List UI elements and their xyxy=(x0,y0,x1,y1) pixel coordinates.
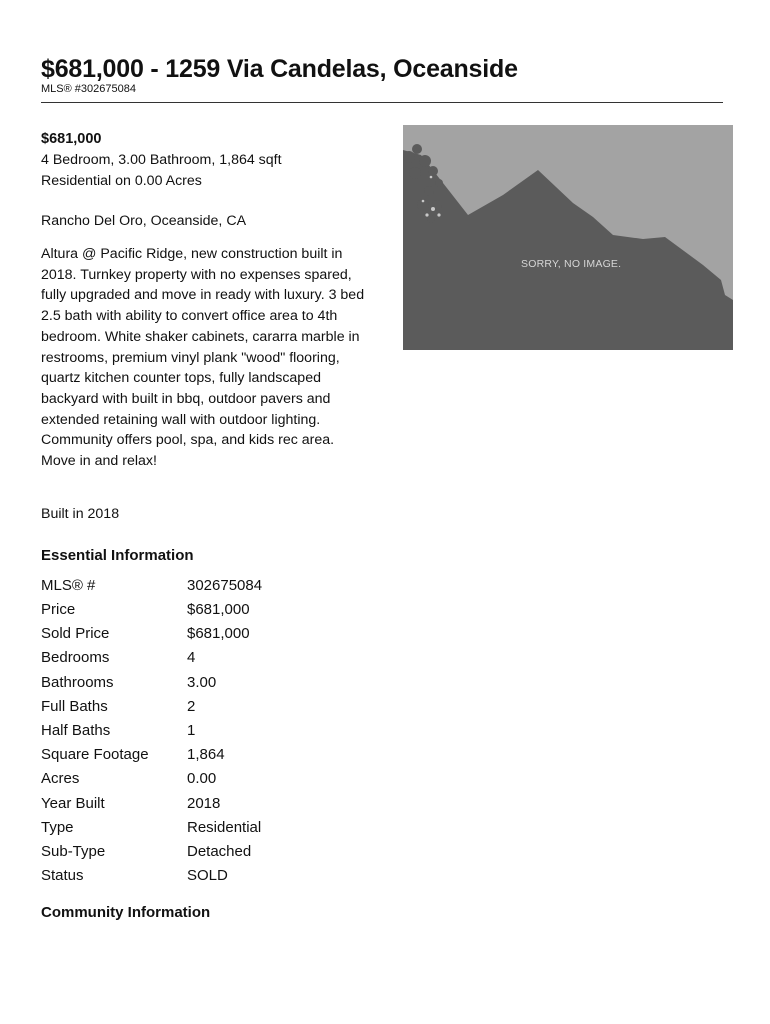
info-label: Type xyxy=(41,818,74,836)
table-row xyxy=(41,840,262,864)
info-value: 0.00 xyxy=(187,770,217,788)
info-label: MLS® # xyxy=(41,576,96,594)
table-row xyxy=(41,719,262,743)
table-row xyxy=(41,695,262,719)
info-value: SOLD xyxy=(187,867,228,885)
info-value: 302675084 xyxy=(187,576,263,594)
info-value: $681,000 xyxy=(187,625,250,643)
info-value: 1,864 xyxy=(187,746,225,764)
info-label: Square Footage xyxy=(41,746,149,764)
no-image-label: SORRY, NO IMAGE. xyxy=(521,258,622,270)
info-label: Status xyxy=(41,867,84,885)
info-value: 3.00 xyxy=(187,673,217,691)
info-value: 1 xyxy=(187,721,196,739)
info-label: Year Built xyxy=(41,794,105,812)
table-row xyxy=(41,622,262,646)
table-row xyxy=(41,767,262,791)
listing-summary xyxy=(41,128,371,923)
table-row xyxy=(41,574,262,598)
info-value: 2 xyxy=(187,697,196,715)
info-label: Full Baths xyxy=(41,697,108,715)
info-label: Bedrooms xyxy=(41,649,110,667)
built-year: Built in 2018 xyxy=(41,505,120,522)
info-label: Price xyxy=(41,600,76,618)
essential-info-heading: Essential Information xyxy=(41,546,194,564)
info-value: $681,000 xyxy=(187,600,250,618)
essential-info-table xyxy=(41,574,262,889)
table-row xyxy=(41,816,262,840)
header-divider xyxy=(41,102,723,103)
mls-subtitle: MLS® #302675084 xyxy=(41,83,136,95)
table-row xyxy=(41,743,262,767)
info-label: Sold Price xyxy=(41,625,110,643)
info-value: 4 xyxy=(187,649,196,667)
beds-baths-sqft: 4 Bedroom, 3.00 Bathroom, 1,864 sqft xyxy=(41,152,282,168)
page-title: $681,000 - 1259 Via Candelas, Oceanside xyxy=(41,55,518,83)
info-value: 2018 xyxy=(187,794,221,812)
house-silhouette-icon xyxy=(403,125,733,350)
table-row xyxy=(41,646,262,670)
info-value: Detached xyxy=(187,842,252,860)
info-label: Half Baths xyxy=(41,721,111,739)
community-info-heading: Community Information xyxy=(41,904,211,922)
info-label: Acres xyxy=(41,770,80,788)
table-row xyxy=(41,792,262,816)
info-value: Residential xyxy=(187,818,262,836)
table-row xyxy=(41,598,262,622)
listing-description: Altura @ Pacific Ridge, new construction built in 2018. Turnkey property with no expenses spared, fully upgraded and move in ready with luxury. 3 bed 2.5 bath with ability to convert office area to 4th bedroom. White shaker cabinets, cararra marble in restrooms, premium vinyl plank "wood" flooring, quartz kitchen counter tops, fully landscaped backyard with built in bbq, outdoor pavers and extended retaining wall with outdoor lighting. Community offers pool, spa, and kids rec area. Move in and relax! xyxy=(41,246,365,470)
table-row xyxy=(41,864,262,888)
listing-location: Rancho Del Oro, Oceanside, CA xyxy=(41,213,247,229)
type-acres: Residential on 0.00 Acres xyxy=(41,173,202,189)
property-photo-placeholder xyxy=(403,125,733,350)
info-label: Sub-Type xyxy=(41,842,106,860)
info-label: Bathrooms xyxy=(41,673,114,691)
listing-price: $681,000 xyxy=(41,131,102,147)
table-row xyxy=(41,671,262,695)
